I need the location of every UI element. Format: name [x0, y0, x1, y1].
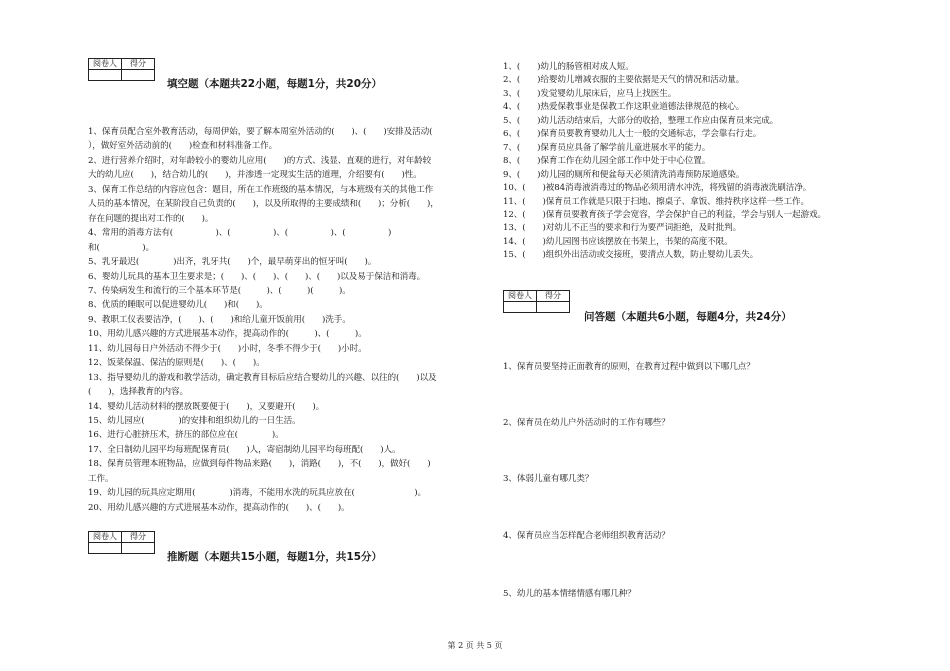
- score-cell[interactable]: [537, 302, 570, 313]
- score-label: 得分: [122, 532, 155, 543]
- question-line: 和( )。: [88, 242, 154, 253]
- question-line: 工作。: [88, 473, 114, 484]
- question-line: 18、保育员管理本班物品，应做到每件物品来路( )，消路( )，不( )，做好( ): [88, 459, 431, 470]
- judge-statement: 7、( )保育员应具备了解学前儿童进展水平的能力。: [503, 142, 711, 153]
- question-line: 3、保育工作总结的内容应包含：题目，所在工作班级的基本情况，与本班级有关的其他工作: [88, 184, 434, 195]
- question-line: 7、传染病发生和流行的三个基本环节是( )、( )( )。: [88, 285, 351, 296]
- question-line: 13、指导婴幼儿的游戏和教学活动，确定教育目标后应结合婴幼儿的兴趣、以往的( )以及: [88, 372, 437, 383]
- score-box-qa: [503, 290, 570, 313]
- question-line: 5、乳牙最迟( )出齐，乳牙共( )个，最早萌芽出的恒牙叫( )。: [88, 257, 377, 268]
- qa-title: 问答题（本题共6小题，每题4分，共24分）: [584, 311, 792, 323]
- reviewer-label: 阅卷人: [89, 59, 122, 70]
- judge-statement: 2、( )给婴幼儿增减衣服的主要依据是天气的情况和活动量。: [503, 75, 745, 86]
- question-line: 存在问题的提出对工作的( )。: [88, 213, 214, 224]
- judge-statement: 5、( )幼儿活动结束后，大部分的收拾，整理工作应由保育员来完成。: [503, 115, 779, 126]
- reviewer-cell[interactable]: [89, 70, 122, 81]
- question-line: 8、优质的睡眠可以促进婴幼儿( )和( )。: [88, 300, 268, 311]
- question-line: 19、幼儿园的玩具应定期用( )消毒，不能用水洗的玩具应放在( )。: [88, 488, 427, 499]
- judge-statement: 14、( )幼儿园图书应该摆放在书架上，书架的高度不限。: [503, 236, 733, 247]
- judge-statement: 8、( )保育工作在幼儿园全部工作中处于中心位置。: [503, 156, 711, 167]
- question-line: 人员的基本情况，在某阶段自己负责的( )，以及所取得的主要成绩和( )；分析( )，: [88, 199, 439, 210]
- question-line: 大的幼儿应( )，结合幼儿的( )，并渗透一定现实生活的道理，介绍要有( )性。: [88, 170, 422, 181]
- question-line: 11、幼儿园每日户外活动不得少于( )小时，冬季不得少于( )小时。: [88, 343, 367, 354]
- question-line: 16、进行心脏挤压术，挤压的部位应在( )。: [88, 430, 284, 441]
- score-cell[interactable]: [122, 70, 155, 81]
- score-label: 得分: [122, 59, 155, 70]
- judge-statement: 11、( )保育员工作就是只限于扫地、擦桌子、拿饭、维持秩序这样一些工作。: [503, 196, 810, 207]
- question-line: 20、用幼儿感兴趣的方式进展基本动作，提高动作的( )、( )。: [88, 502, 350, 513]
- question-line: 1、保育员配合室外教育活动，每周伊始，要了解本周室外活动的( )、( )安排及活动(: [88, 127, 433, 137]
- question-line: 10、用幼儿感兴趣的方式进展基本动作，提高动作的( )、( )。: [88, 329, 367, 340]
- judge-title: 推断题（本题共15小题，每题1分，共15分）: [167, 551, 383, 563]
- question-line: 14、婴幼儿活动材料的摆放既要便于( )，又要避开( )。: [88, 401, 325, 412]
- reviewer-label: 阅卷人: [89, 532, 122, 543]
- score-box-fill: [88, 58, 155, 81]
- judge-statement: 10、( )被84消毒液消毒过的物品必须用清水冲洗，将残留的消毒液洗刷洁净。: [503, 183, 812, 194]
- score-cell[interactable]: [122, 543, 155, 554]
- judge-statement: 1、( )幼儿的肠管相对成人短。: [503, 62, 634, 72]
- judge-statement: 13、( )对幼儿不正当的要求和行为要严词拒绝，及时批判。: [503, 223, 742, 234]
- score-box-judge: [88, 531, 155, 554]
- question-line: 9、教职工仪表要洁净，( )、( )和给儿童开饭前用( )洗手。: [88, 314, 351, 325]
- question-line: 15、幼儿园应( )的安排和组织幼儿的一日生活。: [88, 416, 301, 426]
- judge-statement: 3、( )发觉婴幼儿尿床后，应马上找医生。: [503, 88, 677, 99]
- score-label: 得分: [537, 291, 570, 302]
- reviewer-label: 阅卷人: [504, 291, 537, 302]
- judge-statement: 4、( )热爱保教事业是保教工作这职业道德法律规范的核心。: [503, 102, 745, 113]
- qa-question: 1、保育员要坚持正面教育的原则，在教育过程中做到以下哪几点？: [503, 362, 755, 372]
- qa-question: 4、保育员应当怎样配合老师组织教育活动？: [503, 531, 670, 541]
- judge-statement: 9、( )幼儿园的厕所和便盆每天必须清洗消毒预防尿道感染。: [503, 169, 745, 180]
- judge-statement: 12、( )保育员要教育孩子学会宽容，学会保护自己的利益，学会与别人一起游戏。: [503, 209, 827, 220]
- reviewer-cell[interactable]: [89, 543, 122, 554]
- question-line: 12、饭菜保温、保洁的原则是( )、( )。: [88, 358, 265, 369]
- qa-question: 5、幼儿的基本情绪情感有哪几种？: [503, 589, 636, 599]
- judge-statement: 15、( )组织外出活动或交接班，要清点人数，防止婴幼儿丢失。: [503, 250, 759, 261]
- question-line: 2、进行营养介绍时，对年龄较小的婴幼儿应用( )的方式、浅显、直观的进行，对年龄较: [88, 155, 432, 166]
- qa-question: 2、保育员在幼儿户外活动时的工作有哪些？: [503, 418, 670, 428]
- fill-blank-title: 填空题（本题共22小题，每题1分，共20分）: [167, 78, 383, 90]
- question-line: ），做好室外活动前的( )检查和材料准备工作。: [88, 141, 278, 152]
- judge-statement: 6、( )保育员要教育婴幼儿人士一般的交通标志，学会靠右行走。: [503, 129, 762, 140]
- question-line: 4、常用的消毒方法有( )、( )、( )、( ): [88, 228, 392, 239]
- question-line: 6、婴幼儿玩具的基本卫生要求是；( )、( )、( )、( )以及易于保洁和消毒。: [88, 271, 426, 282]
- question-line: 17、全日制幼儿园平均每班配保育员( )人，寄宿制幼儿园平均每班配( )人。: [88, 444, 401, 455]
- qa-question: 3、体弱儿童有哪几类？: [503, 474, 594, 484]
- question-line: ( )，选择教育的内容。: [88, 387, 188, 398]
- page-footer: 第 2 页 共 5 页: [447, 641, 503, 650]
- reviewer-cell[interactable]: [504, 302, 537, 313]
